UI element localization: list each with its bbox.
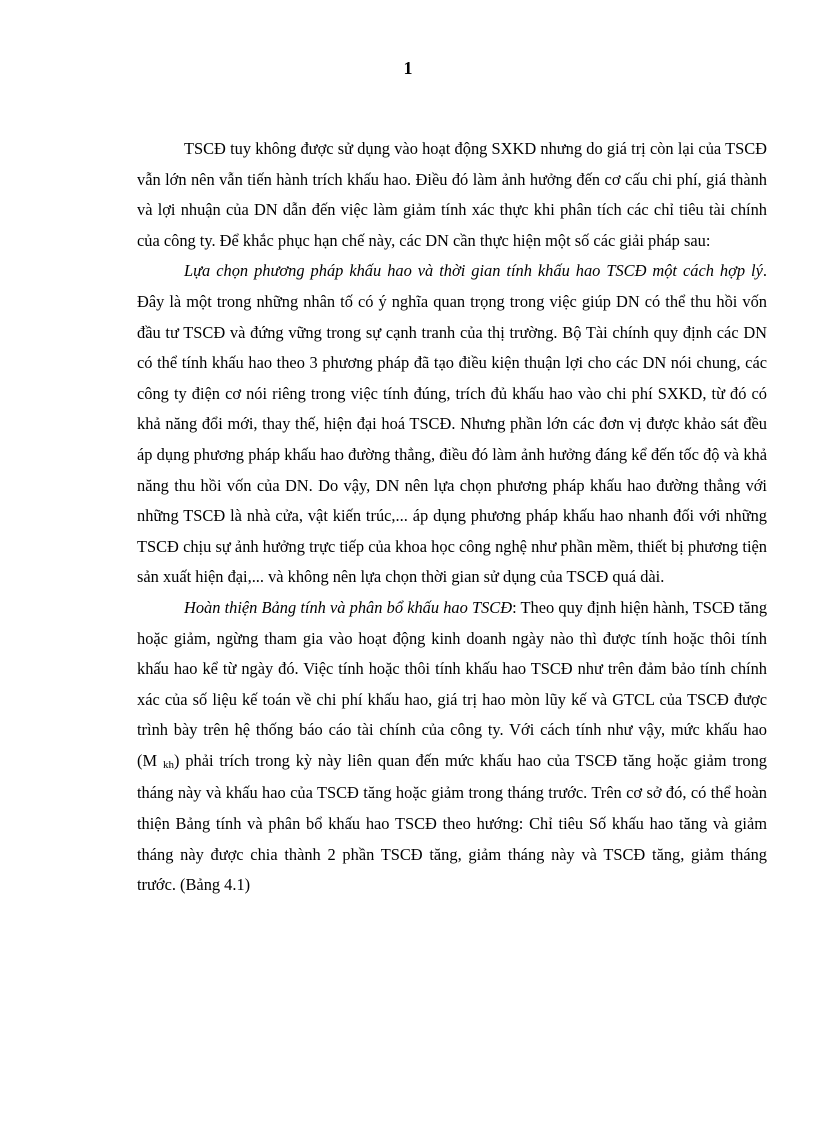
subscript-kh: kh xyxy=(163,758,175,771)
page-number: 1 xyxy=(403,58,413,78)
paragraph-2 xyxy=(137,256,767,593)
paragraph-3-body-a: : Theo quy định hiện hành, TSCĐ tăng hoặc giảm, ngừng tham gia vào hoạt động kinh doanh ngày nào thì được tính hoặc thôi tính khấu hao kể từ ngày đó. Việc tính hoặc thôi tính khấu hao TSCĐ như trên đảm bảo tính chính xác của số liệu kế toán về chi phí khấu hao, giá trị hao mòn lũy kế và GTCL của TSCĐ được trình bày trên hệ thống báo cáo tài chính của công ty. Với cách tính như vậy, mức khấu hao (M xyxy=(137,597,768,770)
paragraph-3-heading: Hoàn thiện Bảng tính và phân bổ khấu hao TSCĐ xyxy=(184,597,513,617)
paragraph-3-body-b: ) phải trích trong kỳ này liên quan đến mức khấu hao của TSCĐ tăng hoặc giảm trong tháng này và khấu hao của TSCĐ tăng hoặc giảm trong tháng trước. Trên cơ sở đó, có thể hoàn thiện Bảng tính và phân bổ khấu hao TSCĐ theo hướng: Chỉ tiêu Số khấu hao tăng và giảm tháng này được chia thành 2 phần TSCĐ tăng, giảm tháng này và TSCĐ tăng, giảm tháng trước. (Bảng 4.1) xyxy=(137,750,767,895)
body-text xyxy=(137,134,767,901)
paragraph-1: TSCĐ tuy không được sử dụng vào hoạt động SXKD nhưng do giá trị còn lại của TSCĐ vẫn lớn nên vẫn tiến hành trích khấu hao. Điều đó làm ảnh hưởng đến cơ cấu chi phí, giá thành và lợi nhuận của DN dẫn đến việc làm giảm tính xác thực khi phân tích các chỉ tiêu tài chính của công ty. Để khắc phục hạn chế này, các DN cần thực hiện một số các giải pháp sau: xyxy=(137,139,767,250)
paragraph-2-body: . Đây là một trong những nhân tố có ý nghĩa quan trọng trong việc giúp DN có thể thu hồi vốn đầu tư TSCĐ và đứng vững trong sự cạnh tranh của thị trường. Bộ Tài chính quy định các DN có thể tính khấu hao theo 3 phương pháp đã tạo điều kiện thuận lợi cho các DN nói chung, các công ty điện cơ nói riêng trong việc tính đúng, trích đủ khấu hao vào chi phí SXKD, từ đó có khả năng đổi mới, thay thế, hiện đại hoá TSCĐ. Nhưng phần lớn các đơn vị được khảo sát đều áp dụng phương pháp khấu hao đường thẳng, điều đó làm ảnh hưởng đáng kể đến tốc độ và khả năng thu hồi vốn của DN. Do vậy, DN nên lựa chọn phương pháp khấu hao đường thẳng với những TSCĐ là nhà cửa, vật kiến trúc,... áp dụng phương pháp khấu hao nhanh đối với những TSCĐ chịu sự ảnh hưởng trực tiếp của khoa học công nghệ như phần mềm, thiết bị phương tiện sản xuất hiện đại,... và không nên lựa chọn thời gian sử dụng của TSCĐ quá dài. xyxy=(137,261,767,587)
paragraph-2-heading: Lựa chọn phương pháp khấu hao và thời gian tính khấu hao TSCĐ một cách hợp lý xyxy=(184,261,763,281)
paragraph-3 xyxy=(137,593,767,901)
